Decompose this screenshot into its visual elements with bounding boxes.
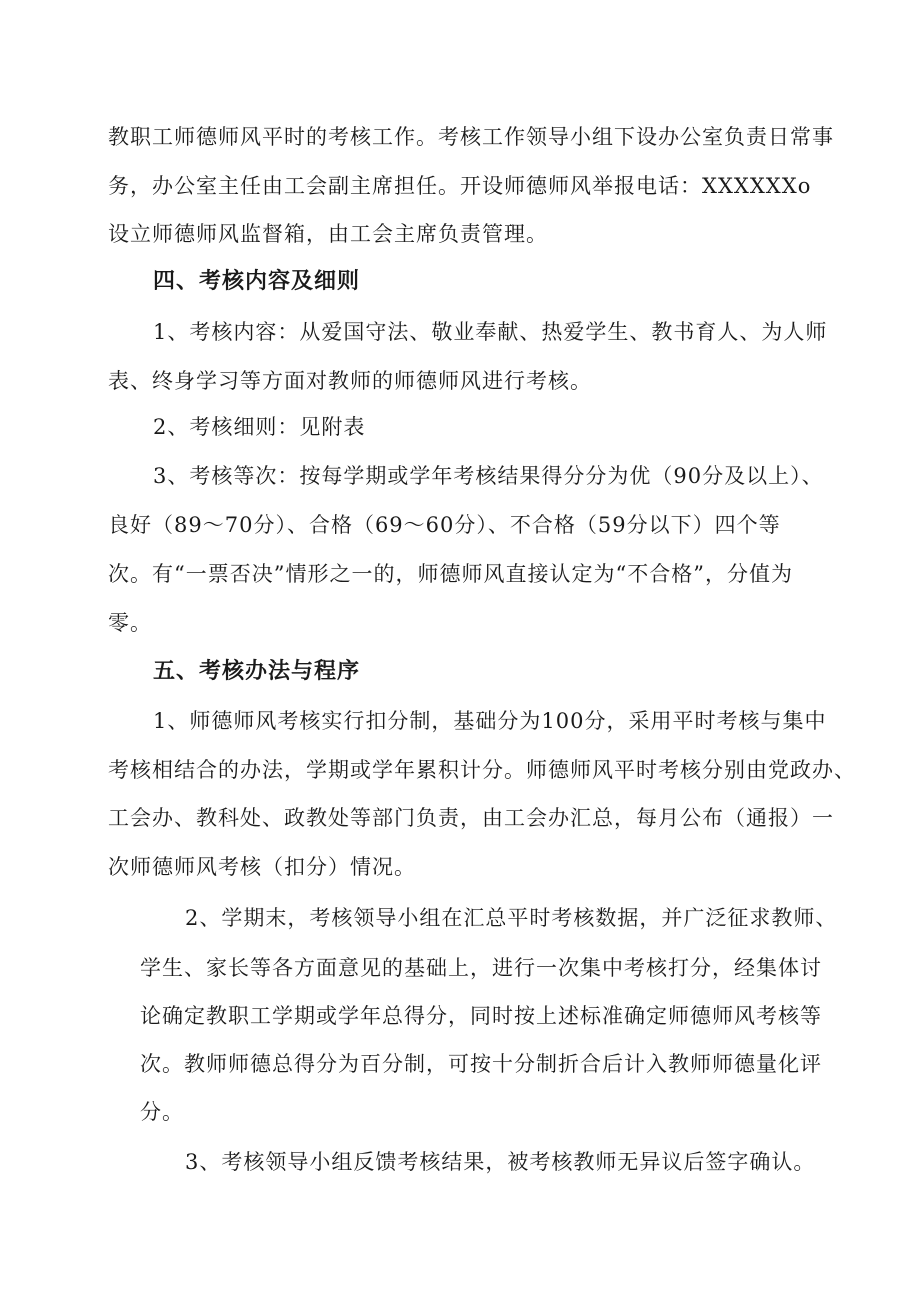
intro-line-3: 设立师德师风监督箱，由工会主席负责管理。 bbox=[108, 222, 548, 246]
section-5-item-1-line-4: 次师德师风考核（扣分）情况。 bbox=[108, 855, 416, 879]
section-5-item-1-line-3: 工会办、教科处、政教处等部门负责，由工会办汇总，每月公布（通报）一 bbox=[108, 806, 834, 830]
intro-line-2: 务，办公室主任由工会副主席担任。开设师德师风举报电话：XXXXXXo bbox=[108, 174, 812, 198]
section-4-item-3-line-3: 次。有“一票否决”情形之一的，师德师风直接认定为“不合格”，分值为 bbox=[108, 562, 793, 586]
section-5-item-2-line-5: 分。 bbox=[140, 1100, 184, 1124]
section-4-item-2-line-1: 2、考核细则：见附表 bbox=[153, 415, 366, 439]
section-5-item-2-line-4: 次。教师师德总得分为百分制，可按十分制折合后计入教师师德量化评 bbox=[140, 1052, 822, 1076]
section-5-item-1-line-1: 1、师德师风考核实行扣分制，基础分为100分，采用平时考核与集中 bbox=[153, 709, 827, 733]
section-5-item-3-line-1: 3、考核领导小组反馈考核结果，被考核教师无异议后签字确认。 bbox=[185, 1150, 816, 1174]
section-5-item-2-line-2: 学生、家长等各方面意见的基础上，进行一次集中考核打分，经集体讨 bbox=[140, 956, 822, 980]
section-4-item-3-line-2: 良好（89～70分）、合格（69～60分）、不合格（59分以下）四个等 bbox=[108, 513, 781, 537]
intro-line-1: 教职工师德师风平时的考核工作。考核工作领导小组下设办公室负责日常事 bbox=[108, 125, 834, 149]
section-5-item-2-line-1: 2、学期末，考核领导小组在汇总平时考核数据，并广泛征求教师、 bbox=[185, 906, 838, 930]
section-5-heading: 五、考核办法与程序 bbox=[153, 659, 361, 684]
section-4-item-1-line-2: 表、终身学习等方面对教师的师德师风进行考核。 bbox=[108, 369, 592, 393]
section-4-item-3-line-4: 零。 bbox=[108, 611, 152, 635]
section-4-heading: 四、考核内容及细则 bbox=[153, 269, 361, 294]
section-4-item-3-line-1: 3、考核等次：按每学期或学年考核结果得分分为优（90分及以上）、 bbox=[153, 464, 824, 488]
section-4-item-1-line-1: 1、考核内容：从爱国守法、敬业奉献、热爱学生、教书育人、为人师 bbox=[153, 320, 828, 344]
section-5-item-1-line-2: 考核相结合的办法，学期或学年累积计分。师德师风平时考核分别由党政办、 bbox=[108, 758, 856, 782]
section-5-item-2-line-3: 论确定教职工学期或学年总得分，同时按上述标准确定师德师风考核等 bbox=[140, 1004, 822, 1028]
